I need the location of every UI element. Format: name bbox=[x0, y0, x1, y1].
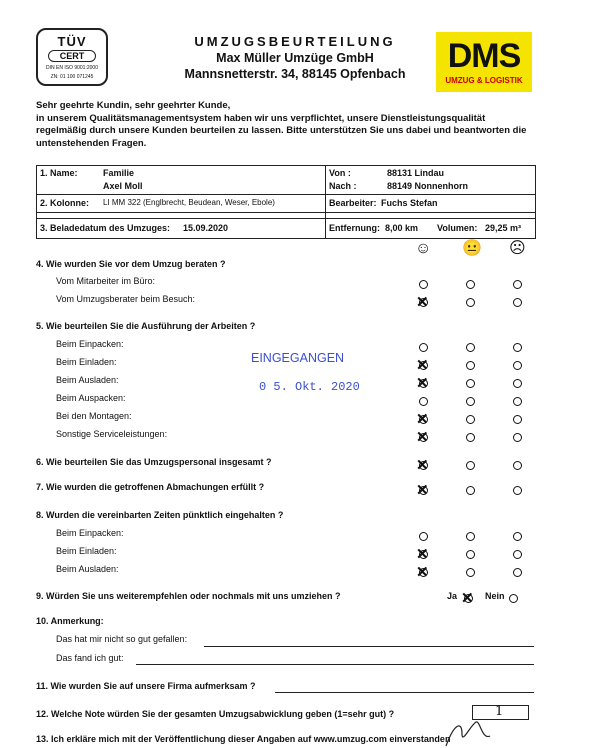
question-5c: Beim Ausladen: bbox=[56, 375, 119, 385]
customer-info-table bbox=[36, 165, 536, 239]
question-13: 13. Ich erkläre mich mit der Veröffentlichung dieser Angaben auf www.umzug.com einverstanden bbox=[36, 734, 451, 744]
rating-circle[interactable] bbox=[466, 415, 475, 424]
q9-nein-label: Nein bbox=[485, 591, 505, 601]
question-10: 10. Anmerkung: bbox=[36, 616, 104, 626]
question-5b: Beim Einladen: bbox=[56, 357, 117, 367]
rating-circle[interactable] bbox=[513, 298, 522, 307]
rating-circle[interactable] bbox=[513, 343, 522, 352]
checkmark-cross-icon: ✕ bbox=[416, 294, 429, 311]
question-4: 4. Wie wurden Sie vor dem Umzug beraten ? bbox=[36, 259, 226, 269]
question-8b: Beim Einladen: bbox=[56, 546, 117, 556]
nach-label: Nach : bbox=[329, 181, 357, 191]
checkmark-cross-icon: ✕ bbox=[416, 457, 429, 474]
form-header bbox=[150, 34, 440, 81]
rating-circle[interactable] bbox=[466, 568, 475, 577]
received-stamp-text: EINGEGANGEN bbox=[251, 351, 345, 365]
rating-circle[interactable] bbox=[513, 397, 522, 406]
rating-circle[interactable] bbox=[513, 486, 522, 495]
question-9: 9. Würden Sie uns weiterempfehlen oder nochmals mit uns umziehen ? bbox=[36, 591, 341, 601]
comment-line-1[interactable] bbox=[204, 646, 534, 647]
rating-circle[interactable] bbox=[466, 298, 475, 307]
question-5d: Beim Auspacken: bbox=[56, 393, 126, 403]
von-value: 88131 Lindau bbox=[387, 168, 445, 178]
kolonne-label: 2. Kolonne: bbox=[40, 198, 89, 208]
received-stamp-date: 0 5. Okt. 2020 bbox=[259, 380, 360, 394]
question-12: 12. Welche Note würden Sie der gesamten Umzugsabwicklung geben (1=sehr gut) ? bbox=[36, 709, 395, 719]
rating-circle[interactable] bbox=[419, 532, 428, 541]
form-title: UMZUGSBEURTEILUNG bbox=[194, 34, 396, 49]
bearbeiter-value: Fuchs Stefan bbox=[381, 198, 438, 208]
q9-ja-label: Ja bbox=[447, 591, 458, 601]
rating-circle[interactable] bbox=[466, 532, 475, 541]
bearbeiter-label: Bearbeiter: bbox=[329, 198, 377, 208]
question-8: 8. Wurden die vereinbarten Zeiten pünktlich eingehalten ? bbox=[36, 510, 284, 520]
rating-circle[interactable] bbox=[419, 280, 428, 289]
dms-logo: DMS UMZUG & LOGISTIK bbox=[436, 32, 532, 92]
datum-value: 15.09.2020 bbox=[183, 223, 229, 233]
rating-circle[interactable] bbox=[419, 397, 428, 406]
question-8a: Beim Einpacken: bbox=[56, 528, 124, 538]
q9-nein-circle[interactable] bbox=[509, 594, 518, 603]
company-address: Mannsnetterstr. 34, 88145 Opfenbach bbox=[184, 67, 406, 81]
rating-circle[interactable] bbox=[466, 280, 475, 289]
neutral-face-icon: 😐 bbox=[462, 240, 482, 257]
rating-circle[interactable] bbox=[513, 568, 522, 577]
rating-circle[interactable] bbox=[466, 361, 475, 370]
rating-circle[interactable] bbox=[513, 461, 522, 470]
referral-line[interactable] bbox=[275, 692, 534, 693]
rating-circle[interactable] bbox=[419, 343, 428, 352]
rating-circle[interactable] bbox=[466, 486, 475, 495]
rating-circle[interactable] bbox=[513, 415, 522, 424]
question-8c: Beim Ausladen: bbox=[56, 564, 119, 574]
entfernung-value: 8,00 km bbox=[385, 223, 419, 233]
entfernung-label: Entfernung: bbox=[329, 223, 380, 233]
question-5: 5. Wie beurteilen Sie die Ausführung der Arbeiten ? bbox=[36, 321, 256, 331]
rating-circle[interactable] bbox=[466, 433, 475, 442]
checkmark-cross-icon: ✕ bbox=[416, 482, 429, 499]
signature-scribble bbox=[440, 718, 500, 748]
question-11: 11. Wie wurden Sie auf unsere Firma aufmerksam ? bbox=[36, 681, 256, 691]
checkmark-cross-icon: ✕ bbox=[416, 546, 429, 563]
tuv-cert-logo: TÜV CERT DIN EN ISO 9001:2000 ZN: 01 100 071245 bbox=[36, 28, 108, 86]
nach-value: 88149 Nonnenhorn bbox=[387, 181, 469, 191]
rating-circle[interactable] bbox=[466, 397, 475, 406]
intro-text: Sehr geehrte Kundin, sehr geehrter Kunde, in unserem Qualitätsmanagementsystem haben wir uns verpflichtet, unsere Dienstleistungsqualität regelmäßig durch unsere Kunden beurteilen zu lassen. Bitte unterstützen Sie uns dabei und beantworten die untenstehenden Fragen. bbox=[36, 100, 527, 149]
rating-circle[interactable] bbox=[513, 280, 522, 289]
name-label: 1. Name: bbox=[40, 168, 78, 178]
grade-value: 1 bbox=[495, 704, 504, 719]
checkmark-cross-icon: ✕ bbox=[416, 564, 429, 581]
rating-circle[interactable] bbox=[466, 550, 475, 559]
checkmark-cross-icon: ✕ bbox=[416, 429, 429, 446]
name-value-1: Familie bbox=[103, 168, 135, 178]
question-6: 6. Wie beurteilen Sie das Umzugspersonal insgesamt ? bbox=[36, 457, 272, 467]
rating-circle[interactable] bbox=[513, 550, 522, 559]
checkmark-cross-icon: ✕ bbox=[416, 375, 429, 392]
rating-circle[interactable] bbox=[513, 361, 522, 370]
question-7: 7. Wie wurden die getroffenen Abmachungen erfüllt ? bbox=[36, 482, 265, 492]
rating-circle[interactable] bbox=[466, 379, 475, 388]
rating-circle[interactable] bbox=[466, 461, 475, 470]
name-value-2: Axel Moll bbox=[103, 181, 143, 191]
question-10b: Das fand ich gut: bbox=[56, 653, 124, 663]
volumen-label: Volumen: bbox=[437, 223, 478, 233]
sad-face-icon: ☹ bbox=[509, 240, 526, 257]
rating-circle[interactable] bbox=[466, 343, 475, 352]
rating-circle[interactable] bbox=[513, 379, 522, 388]
question-10a: Das hat mir nicht so gut gefallen: bbox=[56, 634, 188, 644]
volumen-value: 29,25 m³ bbox=[485, 223, 522, 233]
rating-circle[interactable] bbox=[513, 532, 522, 541]
von-label: Von : bbox=[329, 168, 351, 178]
question-5a: Beim Einpacken: bbox=[56, 339, 124, 349]
question-4a: Vom Mitarbeiter im Büro: bbox=[56, 276, 156, 286]
checkmark-cross-icon: ✕ bbox=[416, 411, 429, 428]
comment-line-2[interactable] bbox=[136, 664, 534, 665]
checkmark-cross-icon: ✕ bbox=[416, 357, 429, 374]
company-name: Max Müller Umzüge GmbH bbox=[216, 51, 374, 65]
question-5f: Sonstige Serviceleistungen: bbox=[56, 429, 168, 439]
question-4b: Vom Umzugsberater beim Besuch: bbox=[56, 294, 196, 304]
question-5e: Bei den Montagen: bbox=[56, 411, 132, 421]
happy-face-icon: ☺ bbox=[415, 240, 432, 257]
rating-circle[interactable] bbox=[513, 433, 522, 442]
q9-ja-cross-icon: ✕ bbox=[461, 590, 474, 607]
kolonne-value: LI MM 322 (Englbrecht, Beudean, Weser, Ebole) bbox=[103, 198, 275, 207]
datum-label: 3. Beladedatum des Umzuges: bbox=[40, 223, 171, 233]
